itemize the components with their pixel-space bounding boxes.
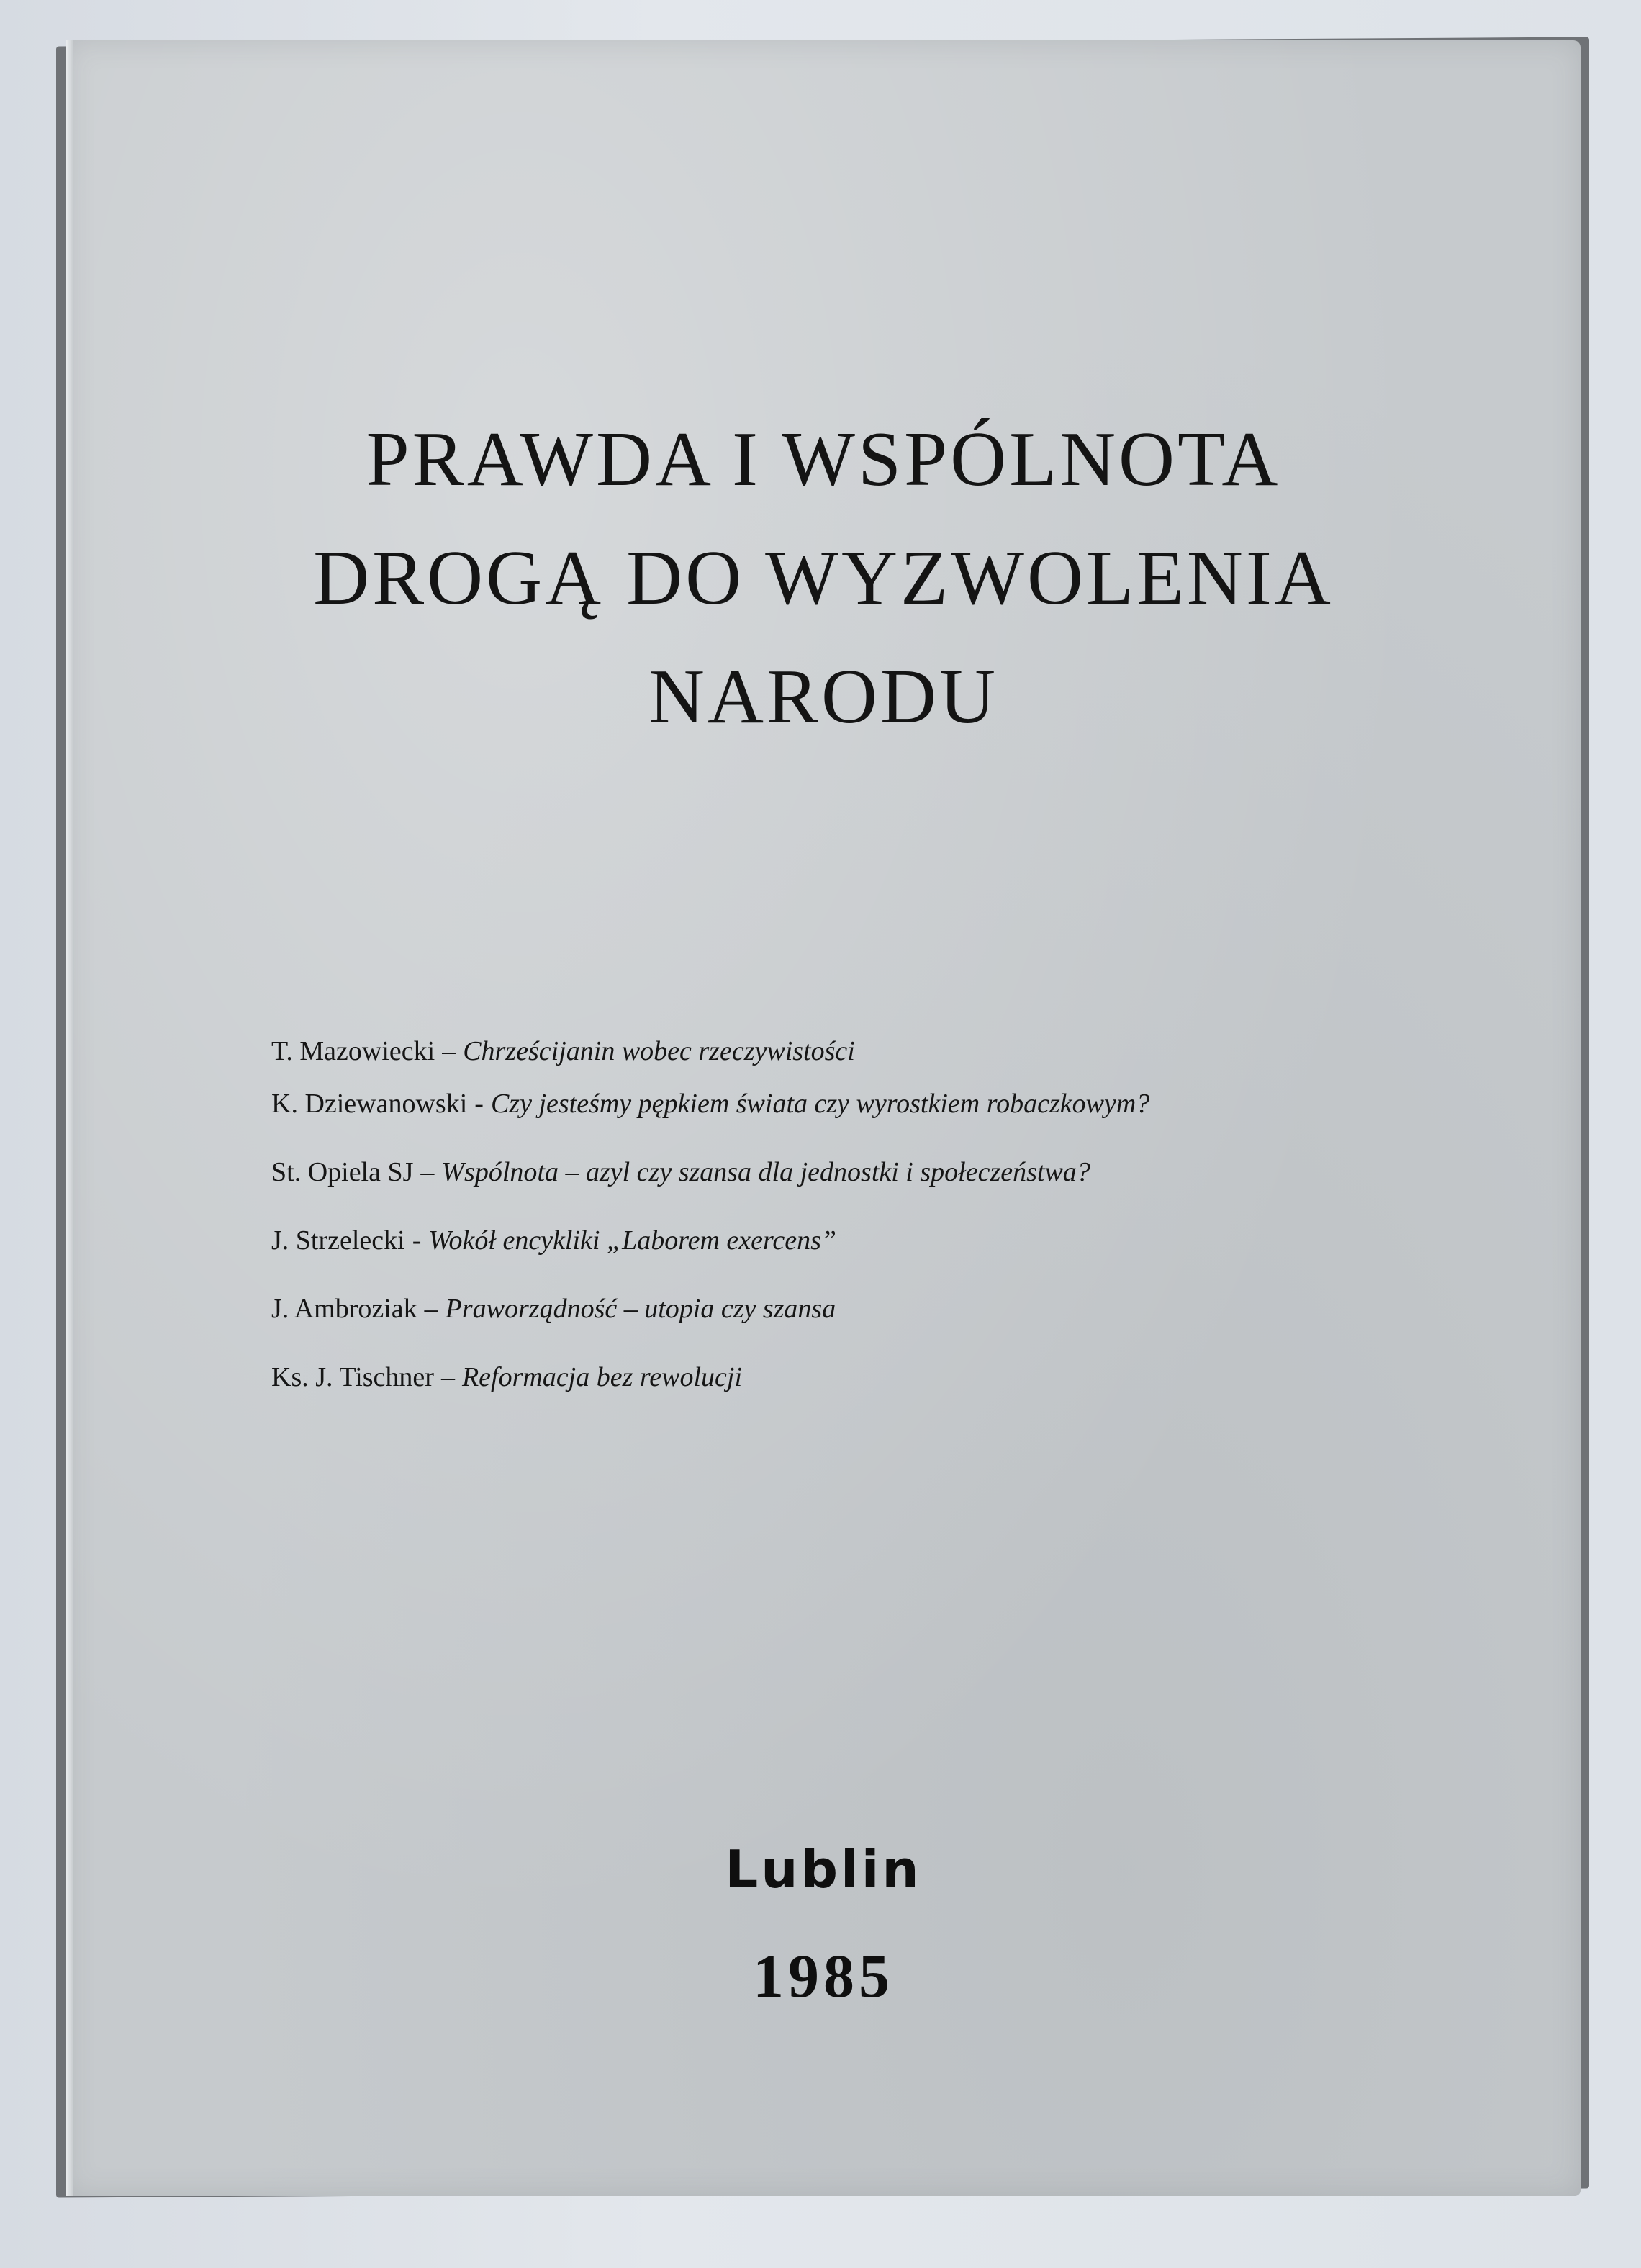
entry-author: St. Opiela SJ	[271, 1157, 414, 1187]
cover-title	[66, 400, 1581, 756]
contents-entry	[271, 1082, 1538, 1151]
entry-separator: -	[412, 1225, 422, 1256]
contents-entry	[271, 1219, 1538, 1287]
entry-author: T. Mazowiecki	[271, 1036, 435, 1066]
entry-work-title: Reformacja bez rewolucji	[461, 1362, 743, 1392]
entry-separator: –	[440, 1362, 455, 1392]
title-line-1: PRAWDA I WSPÓLNOTA	[366, 417, 1281, 502]
contents-entry	[271, 1151, 1538, 1219]
entry-separator: -	[474, 1089, 484, 1119]
publication-city: Lublin	[725, 1839, 922, 1900]
entry-separator: –	[420, 1157, 435, 1187]
cover-left-edge	[66, 40, 73, 2196]
publication-year: 1985	[753, 1941, 894, 2010]
contents-entry	[271, 1356, 1538, 1424]
contents-list	[271, 1030, 1538, 1424]
title-line-3: NARODU	[648, 654, 998, 740]
entry-work-title: Praworządność – utopia czy szansa	[445, 1294, 836, 1324]
entry-author: K. Dziewanowski	[271, 1089, 468, 1119]
entry-author: J. Strzelecki	[271, 1225, 405, 1256]
entry-work-title: Wokół encykliki „Laborem exercens”	[428, 1225, 837, 1256]
entry-author: Ks. J. Tischner	[271, 1362, 434, 1392]
book-cover	[66, 40, 1581, 2196]
entry-work-title: Wspólnota – azyl czy szansa dla jednostki i społeczeństwa?	[441, 1157, 1090, 1187]
entry-work-title: Czy jesteśmy pępkiem świata czy wyrostkiem robaczkowym?	[490, 1089, 1150, 1119]
entry-author: J. Ambroziak	[271, 1294, 417, 1324]
entry-separator: –	[442, 1036, 456, 1066]
entry-separator: –	[424, 1294, 438, 1324]
title-line-2: DROGĄ DO WYZWOLENIA	[313, 535, 1334, 621]
contents-entry	[271, 1287, 1538, 1356]
entry-work-title: Chrześcijanin wobec rzeczywistości	[463, 1036, 855, 1066]
